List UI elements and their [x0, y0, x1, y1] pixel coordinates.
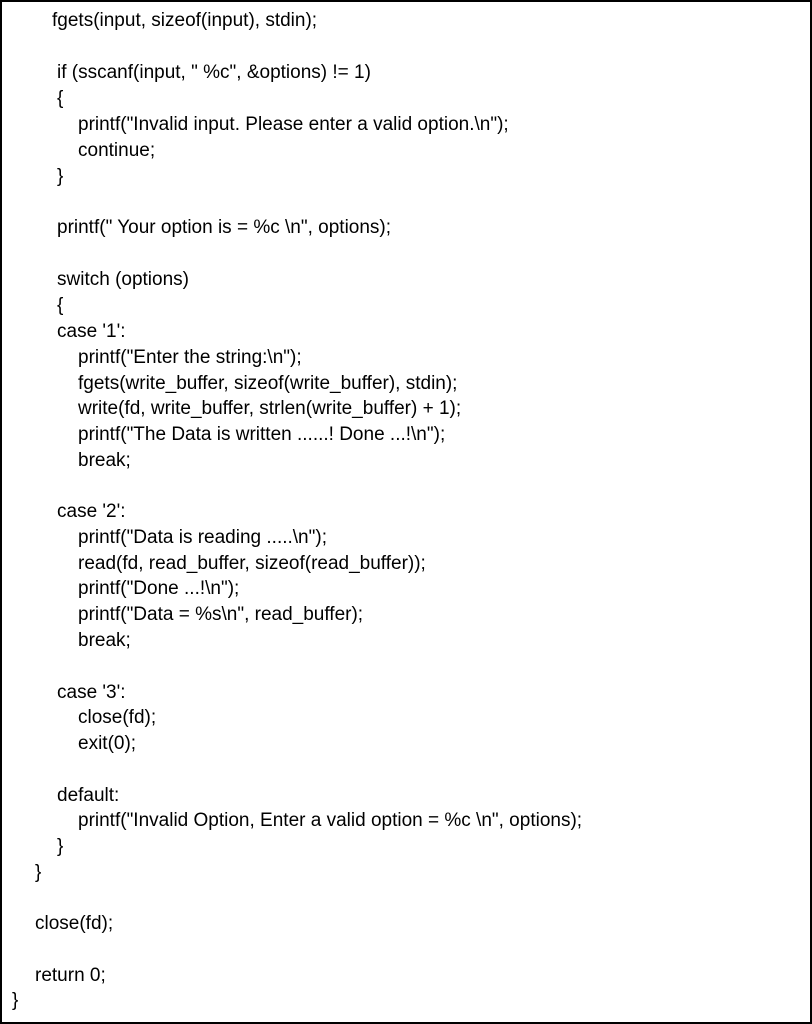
code-line: if (sscanf(input, " %c", &options) != 1): [57, 62, 371, 83]
code-line: return 0;: [35, 965, 106, 986]
code-line: read(fd, read_buffer, sizeof(read_buffer));: [78, 553, 426, 574]
code-line: fgets(write_buffer, sizeof(write_buffer), stdin);: [78, 373, 458, 394]
code-line: case '2':: [57, 501, 126, 522]
code-line: printf("Enter the string:\n");: [78, 347, 302, 368]
code-line: {: [57, 88, 64, 109]
code-line: case '1':: [57, 321, 126, 342]
code-line: close(fd);: [78, 707, 157, 728]
code-line: printf("Data = %s\n", read_buffer);: [78, 604, 364, 625]
code-line: fgets(input, sizeof(input), stdin);: [52, 10, 318, 31]
code-line: {: [57, 295, 64, 316]
code-line: exit(0);: [78, 733, 137, 754]
code-line: }: [35, 862, 42, 883]
code-line: printf("The Data is written ......! Done ...!\n");: [78, 424, 446, 445]
code-line: break;: [78, 450, 131, 471]
code-line: printf(" Your option is = %c \n", options);: [57, 217, 392, 238]
code-line: }: [57, 836, 64, 857]
code-line: }: [57, 166, 64, 187]
code-line: }: [12, 990, 19, 1011]
code-line: case '3':: [57, 682, 126, 703]
code-line: switch (options): [57, 269, 189, 290]
code-line: printf("Data is reading .....\n");: [78, 527, 327, 548]
code-line: printf("Invalid Option, Enter a valid option = %c \n", options);: [78, 810, 583, 831]
code-line: close(fd);: [35, 913, 114, 934]
code-line: break;: [78, 630, 131, 651]
code-line: default:: [57, 785, 120, 806]
code-line: write(fd, write_buffer, strlen(write_buffer) + 1);: [78, 398, 462, 419]
code-line: printf("Invalid input. Please enter a valid option.\n");: [78, 114, 509, 135]
code-line: printf("Done ...!\n");: [78, 578, 240, 599]
code-line: continue;: [78, 140, 156, 161]
